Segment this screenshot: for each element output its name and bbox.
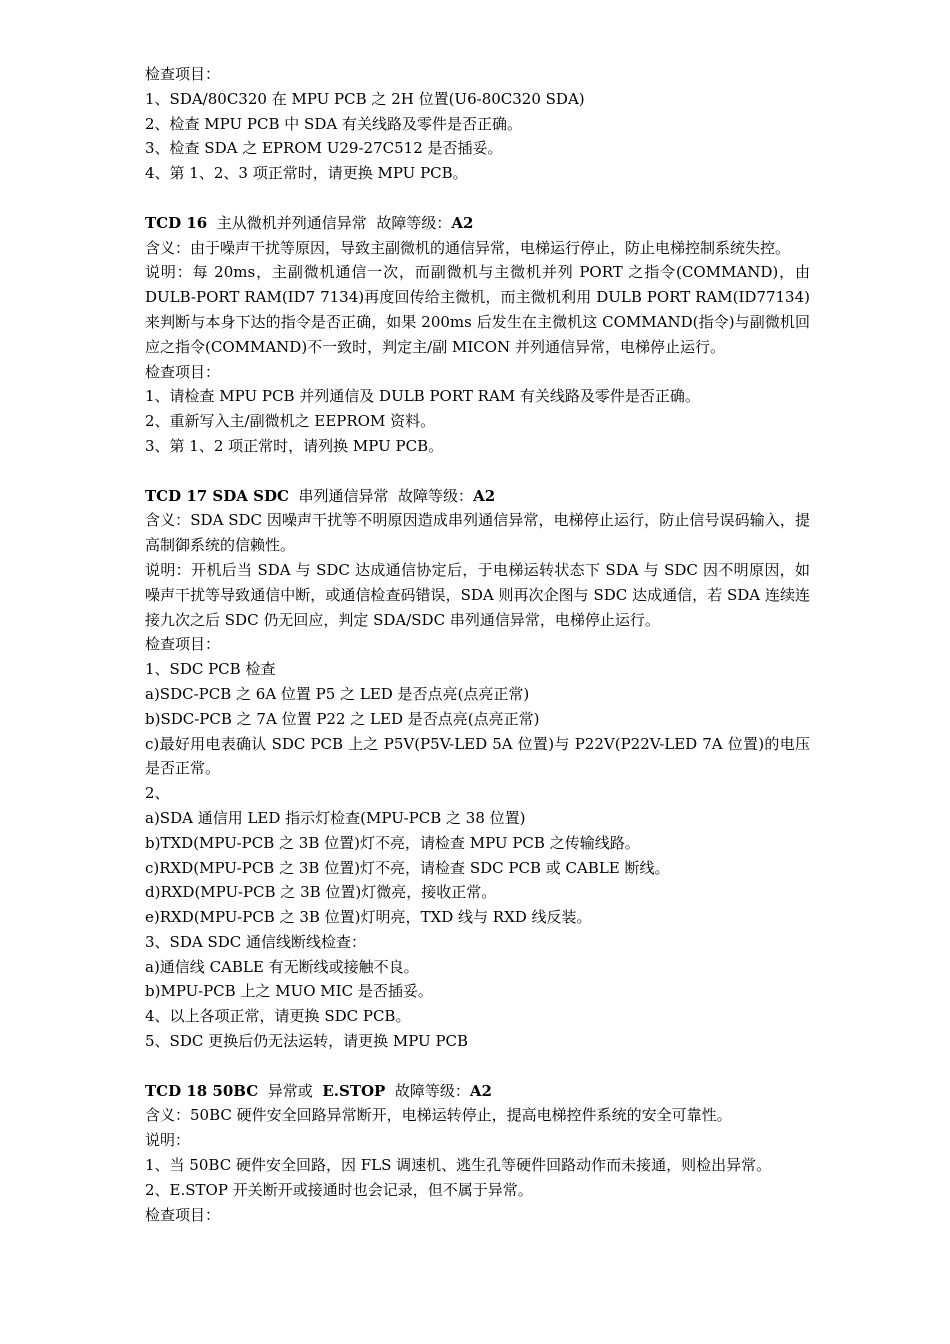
tcd-title: 主从微机并列通信异常 — [216, 213, 367, 232]
check-subitem: c)最好用电表确认 SDC PCB 上之 P5V(P5V-LED 5A 位置)与 P22V(P22V-LED 7A 位置)的电压是否正常。 — [145, 734, 810, 778]
check-item: 2、检查 MPU PCB 中 SDA 有关线路及零件是否正确。 — [145, 114, 522, 133]
tcd-code: TCD 18 50BC — [145, 1081, 259, 1100]
tcd-code: TCD 17 SDA SDC — [145, 486, 289, 505]
fault-level: A2 — [469, 1081, 492, 1100]
check-item: 2、重新写入主/副微机之 EEPROM 资料。 — [145, 412, 436, 431]
check-items-label: 检查项目： — [145, 65, 221, 83]
explanation-paragraph: 说明：每 20ms，主副微机通信一次，而副微机与主微机并列 PORT 之指令(COMMAND)，由 DULB-PORT RAM(ID7 7134)再度回传给主微机，而主微机利用 DULB PORT RAM(ID77134)来判断与本身下达的指令是否正确，如果 200ms 后发生在主微机这 COMMAND(指令)与副微机回应之指令(COMMAND)不一致时，判定主/副 MICON 并列通信异常，电梯停止运行。 — [145, 263, 810, 356]
fault-level: A2 — [473, 486, 496, 505]
explanation-item: 2、E.STOP 开关断开或接通时也会记录，但不属于异常。 — [145, 1180, 533, 1199]
document-page — [145, 62, 810, 1227]
tcd17-block — [145, 484, 810, 1054]
fault-level-label: 故障等级： — [394, 1081, 470, 1100]
sec15-block — [145, 62, 810, 186]
spacer — [145, 459, 810, 484]
fault-level-label: 故障等级： — [376, 213, 452, 232]
check-items-label: 检查项目： — [145, 635, 221, 654]
meaning-paragraph: 含义：SDA SDC 因噪声干扰等不明原因造成串列通信异常，电梯停止运行，防止信号误码输入，提高制御系统的信赖性。 — [145, 511, 810, 555]
tcd18-block — [145, 1079, 810, 1228]
tcd16-heading — [145, 211, 810, 236]
check-item: 4、第 1、2、3 项正常时，请更换 MPU PCB。 — [145, 164, 468, 183]
check-item: 5、SDC 更换后仍无法运转，请更换 MPU PCB — [145, 1032, 469, 1051]
tcd17-heading — [145, 484, 810, 509]
spacer — [145, 1054, 810, 1079]
check-subitem: a)通信线 CABLE 有无断线或接触不良。 — [145, 957, 419, 976]
check-items-label: 检查项目： — [145, 1205, 221, 1224]
check-subitem: b)MPU-PCB 上之 MUO MIC 是否插妥。 — [145, 982, 433, 1001]
check-item: 3、SDA SDC 通信线断线检查： — [145, 932, 366, 951]
meaning-paragraph: 含义：50BC 硬件安全回路异常断开，电梯运转停止，提高电梯控件系统的安全可靠性。 — [145, 1106, 732, 1125]
explanation-item: 1、当 50BC 硬件安全回路，因 FLS 调速机、逃生孔等硬件回路动作而未接通，则检出异常。 — [145, 1156, 772, 1175]
check-subitem: e)RXD(MPU-PCB 之 3B 位置)灯明亮，TXD 线与 RXD 线反装。 — [145, 908, 592, 927]
spacer — [145, 186, 810, 211]
check-item: 1、SDA/80C320 在 MPU PCB 之 2H 位置(U6-80C320 SDA) — [145, 89, 585, 108]
tcd-code-secondary: E.STOP — [322, 1081, 386, 1100]
check-item: 1、SDC PCB 检查 — [145, 660, 276, 679]
check-subitem: a)SDC-PCB 之 6A 位置 P5 之 LED 是否点亮(点亮正常) — [145, 684, 530, 703]
check-items-label: 检查项目： — [145, 362, 221, 381]
explanation-paragraph: 说明：开机后当 SDA 与 SDC 达成通信协定后，于电梯运转状态下 SDA 与 SDC 因不明原因，如噪声干扰等导致通信中断，或通信检查码错误，SDA 则再次企图与 SDC 达成通信，若 SDA 连续连接九次之后 SDC 仍无回应，判定 SDA/SDC 串列通信异常，电梯停止运行。 — [145, 560, 810, 629]
fault-level-label: 故障等级： — [398, 486, 474, 505]
check-item: 1、请检查 MPU PCB 并列通信及 DULB PORT RAM 有关线路及零件是否正确。 — [145, 387, 700, 406]
check-subitem: a)SDA 通信用 LED 指示灯检查(MPU-PCB 之 38 位置) — [145, 808, 526, 827]
tcd-title: 异常或 — [267, 1081, 313, 1100]
fault-level: A2 — [451, 213, 474, 232]
tcd-title: 串列通信异常 — [298, 486, 389, 505]
check-item: 3、第 1、2 项正常时，请列换 MPU PCB。 — [145, 436, 444, 455]
check-subitem: d)RXD(MPU-PCB 之 3B 位置)灯微亮，接收正常。 — [145, 883, 497, 902]
tcd16-block — [145, 211, 810, 459]
check-subitem: b)SDC-PCB 之 7A 位置 P22 之 LED 是否点亮(点亮正常) — [145, 709, 540, 728]
check-item: 4、以上各项正常，请更换 SDC PCB。 — [145, 1007, 411, 1026]
meaning-paragraph: 含义：由于噪声干扰等原因，导致主副微机的通信异常，电梯运行停止，防止电梯控制系统失控。 — [145, 238, 791, 257]
explanation-label: 说明： — [145, 1131, 191, 1150]
check-item: 2、 — [145, 784, 170, 803]
check-subitem: b)TXD(MPU-PCB 之 3B 位置)灯不亮，请检查 MPU PCB 之传输线路。 — [145, 833, 640, 852]
tcd18-heading — [145, 1079, 810, 1104]
check-item: 3、检查 SDA 之 EPROM U29-27C512 是否插妥。 — [145, 139, 503, 158]
check-subitem: c)RXD(MPU-PCB 之 3B 位置)灯不亮，请检查 SDC PCB 或 CABLE 断线。 — [145, 858, 670, 877]
tcd-code: TCD 16 — [145, 213, 208, 232]
